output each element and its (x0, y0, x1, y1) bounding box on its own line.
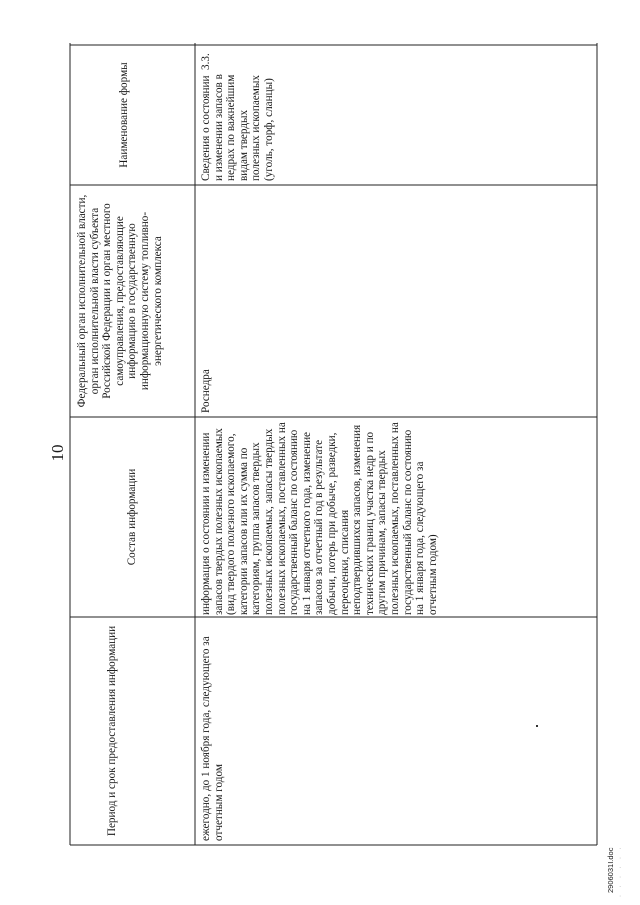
page-number: 10 (48, 444, 67, 462)
footer-code: 2906031I.doc (606, 847, 615, 893)
row-period: ежегодно, до 1 ноября года, следующего за отчетным годом (200, 636, 225, 841)
row-provider: Роснедра (200, 369, 212, 413)
header-content: Состав информации (126, 468, 138, 566)
row-number: 3.3. (200, 53, 212, 70)
header-period: Период и срок предоставления информации (106, 625, 118, 837)
row-content: информация о состоянии и изменении запасов твердых полезных ископаемых (вид твердого полезного ископаемого, категории запасов или их сумма по категориям, группа запасов твердых полезных ископаемых, запасы твердых полезных ископаемых, поставленных на государственный баланс по состоянию на 1 января отчетного года, изменение запасов за отчетный год в результате добычи, потерь при добыче, разведки, переоценки, списания неподтвердившихся запасов, изменения технических границ участка недр и по другим причинам, запасы твердых полезных ископаемых, поставленных на государственный баланс по состоянию на 1 января года, следующего за отчетным годом) (200, 422, 439, 615)
header-provider: Федеральный орган исполнительной власти, орган исполнительной власти субъекта Российской Федерации и орган местного самоуправления, предоставляющие информацию в государственную информационную систему топливно-энергетического комплекса (76, 194, 164, 408)
row-form-name: Сведения о состоянии и изменении запасов в недрах по важнейшим видам твердых полезных ископаемых (уголь, торф, сланцы) (200, 74, 275, 181)
scan-dots: · · · · · · (618, 844, 624, 897)
header-form-name: Наименование формы (118, 62, 130, 168)
scan-speck (536, 725, 538, 727)
